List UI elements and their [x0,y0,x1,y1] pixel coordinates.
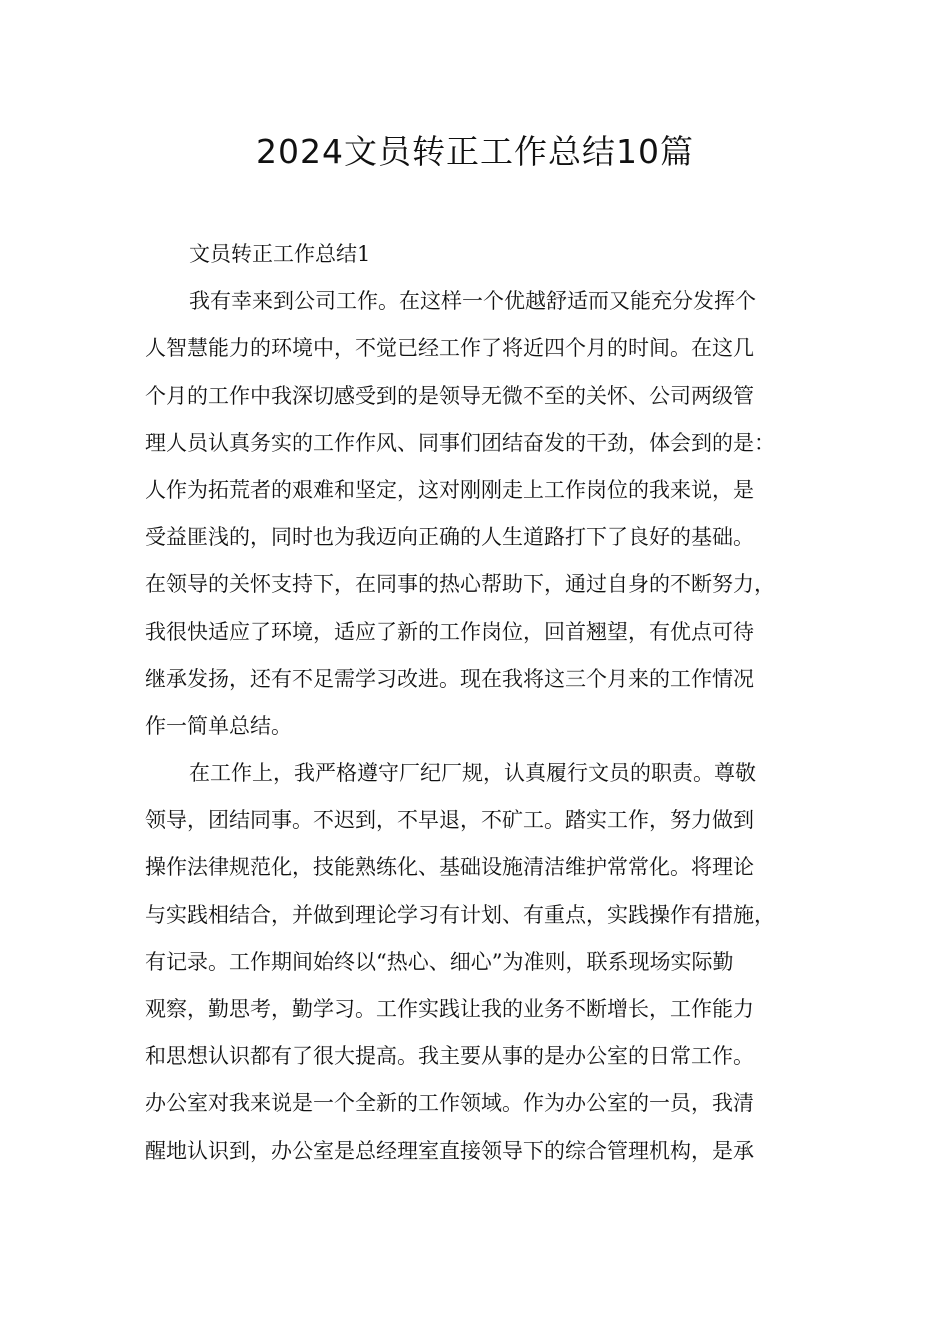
paragraph-line: 作一简单总结。 [145,713,292,738]
section-heading: 文员转正工作总结1 [189,242,371,266]
paragraph-2 [145,750,825,1175]
paragraph-line: 在领导的关怀支持下，在同事的热心帮助下，通过自身的不断努力， [145,572,775,597]
document-body [145,231,825,1175]
paragraph-line: 与实践相结合，并做到理论学习有计划、有重点，实践操作有措施， [145,902,775,927]
paragraph-line: 和思想认识都有了很大提高。我主要从事的是办公室的日常工作。 [145,1044,754,1069]
paragraph-line: 在工作上，我严格遵守厂纪厂规，认真履行文员的职责。尊敬 [189,761,756,786]
paragraph-line: 我有幸来到公司工作。在这样一个优越舒适而又能充分发挥个 [189,289,756,314]
paragraph-line: 继承发扬，还有不足需学习改进。现在我将这三个月来的工作情况 [145,666,754,691]
paragraph-1 [145,278,825,750]
paragraph-line: 观察，勤思考，勤学习。工作实践让我的业务不断增长，工作能力 [145,997,754,1021]
paragraph-line: 我很快适应了环境，适应了新的工作岗位，回首翘望，有优点可待 [145,619,754,644]
paragraph-line: 受益匪浅的，同时也为我迈向正确的人生道路打下了良好的基础。 [145,525,754,550]
paragraph-line: 办公室对我来说是一个全新的工作领域。作为办公室的一员，我清 [145,1091,754,1116]
paragraph-line: 领导，团结同事。不迟到，不早退，不矿工。踏实工作，努力做到 [145,808,754,833]
paragraph-line: 醒地认识到，办公室是总经理室直接领导下的综合管理机构，是承 [145,1138,754,1163]
paragraph-line: 理人员认真务实的工作作风、同事们团结奋发的干劲，体会到的是： [145,430,775,455]
paragraph-line: 人智慧能力的环境中，不觉已经工作了将近四个月的时间。在这几 [145,336,754,361]
document-title: 2024文员转正工作总结10篇 [256,132,694,171]
paragraph-line: 个月的工作中我深切感受到的是领导无微不至的关怀、公司两级管 [145,383,754,408]
paragraph-line: 操作法律规范化，技能熟练化、基础设施清洁维护常常化。将理论 [145,855,754,880]
paragraph-line: 人作为拓荒者的艰难和坚定，这对刚刚走上工作岗位的我来说，是 [145,477,754,502]
paragraph-line: 有记录。工作期间始终以“热心、细心”为准则，联系现场实际勤 [145,949,734,974]
